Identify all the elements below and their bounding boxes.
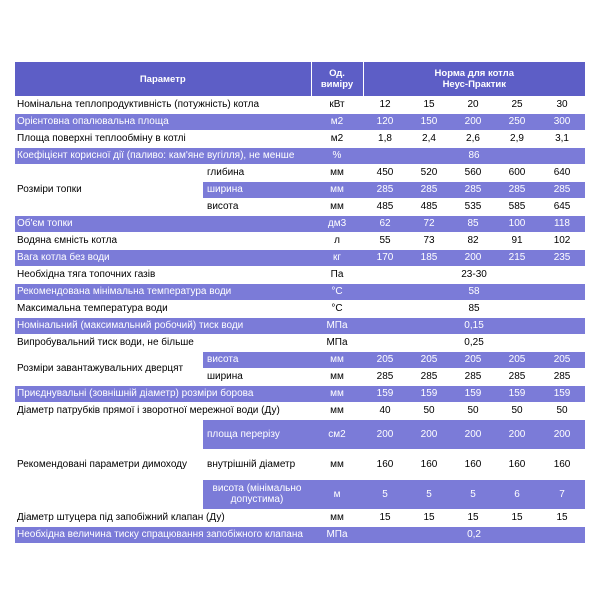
value-cell: 205 bbox=[407, 351, 451, 368]
value-cell: 645 bbox=[539, 198, 585, 215]
value-cell: 520 bbox=[407, 164, 451, 181]
row-sublabel: висота bbox=[203, 351, 311, 368]
value-cell: 15 bbox=[451, 509, 495, 526]
row-unit: Па bbox=[311, 266, 363, 283]
value-cell: 2,6 bbox=[451, 130, 495, 147]
row-water bbox=[15, 232, 585, 249]
value-cell: 250 bbox=[495, 113, 539, 130]
header-norm-line1: Норма для котла bbox=[434, 68, 515, 79]
value-cell: 2,4 bbox=[407, 130, 451, 147]
value-cell: 200 bbox=[407, 419, 451, 449]
value-cell: 285 bbox=[495, 181, 539, 198]
value-cell: 200 bbox=[451, 419, 495, 449]
value-cell: 205 bbox=[495, 351, 539, 368]
value-cell: 585 bbox=[495, 198, 539, 215]
row-unit: м2 bbox=[311, 113, 363, 130]
value-cell: 100 bbox=[495, 215, 539, 232]
value-cell: 285 bbox=[539, 181, 585, 198]
row-label: Об'єм топки bbox=[15, 215, 311, 232]
row-valve-pressure bbox=[15, 526, 585, 543]
row-unit: мм bbox=[311, 509, 363, 526]
row-unit: мм bbox=[311, 385, 363, 402]
row-door-height bbox=[15, 351, 585, 368]
row-unit: мм bbox=[311, 181, 363, 198]
row-flue bbox=[15, 385, 585, 402]
value-cell: 50 bbox=[539, 402, 585, 419]
row-label: Випробувальний тиск води, не більше bbox=[15, 334, 311, 351]
value-cell: 285 bbox=[451, 368, 495, 385]
header-norm-line2: Неус-Практик bbox=[442, 79, 506, 90]
value-cell: 300 bbox=[539, 113, 585, 130]
row-sublabel: ширина bbox=[203, 181, 311, 198]
value-cell: 15 bbox=[407, 509, 451, 526]
value-cell-merged: 85 bbox=[363, 300, 585, 317]
row-label: Розміри завантажувальних дверцят bbox=[15, 351, 203, 385]
row-surface bbox=[15, 130, 585, 147]
row-sublabel: внутрішній діаметр bbox=[203, 449, 311, 479]
row-unit: м2 bbox=[311, 130, 363, 147]
value-cell-merged: 0,2 bbox=[363, 526, 585, 543]
value-cell: 200 bbox=[495, 419, 539, 449]
value-cell: 50 bbox=[495, 402, 539, 419]
value-cell: 160 bbox=[451, 449, 495, 479]
value-cell: 170 bbox=[363, 249, 407, 266]
row-pressure bbox=[15, 317, 585, 334]
value-cell: 102 bbox=[539, 232, 585, 249]
row-furnace-depth bbox=[15, 164, 585, 181]
row-unit: °С bbox=[311, 283, 363, 300]
value-cell: 215 bbox=[495, 249, 539, 266]
value-cell: 12 bbox=[363, 96, 407, 113]
row-unit: см2 bbox=[311, 419, 363, 449]
row-label: Орієнтовна опалювальна площа bbox=[15, 113, 311, 130]
value-cell: 15 bbox=[495, 509, 539, 526]
value-cell: 200 bbox=[451, 113, 495, 130]
value-cell: 205 bbox=[451, 351, 495, 368]
value-cell: 200 bbox=[363, 419, 407, 449]
value-cell: 118 bbox=[539, 215, 585, 232]
row-label: Розміри топки bbox=[15, 164, 203, 215]
value-cell: 91 bbox=[495, 232, 539, 249]
value-cell: 3,1 bbox=[539, 130, 585, 147]
value-cell: 1,8 bbox=[363, 130, 407, 147]
row-label: Номінальна теплопродуктивність (потужність) котла bbox=[15, 96, 311, 113]
row-label: Приєднувальні (зовнішній діаметр) розміри борова bbox=[15, 385, 311, 402]
row-unit: мм bbox=[311, 351, 363, 368]
value-cell: 560 bbox=[451, 164, 495, 181]
value-cell: 159 bbox=[363, 385, 407, 402]
value-cell: 159 bbox=[451, 385, 495, 402]
value-cell: 535 bbox=[451, 198, 495, 215]
row-unit: кг bbox=[311, 249, 363, 266]
row-unit: мм bbox=[311, 402, 363, 419]
row-label: Площа поверхні теплообміну в котлі bbox=[15, 130, 311, 147]
value-cell: 5 bbox=[363, 479, 407, 509]
row-pipes bbox=[15, 402, 585, 419]
value-cell: 72 bbox=[407, 215, 451, 232]
value-cell: 200 bbox=[451, 249, 495, 266]
value-cell-merged: 86 bbox=[363, 147, 585, 164]
value-cell-merged: 58 bbox=[363, 283, 585, 300]
row-unit: мм bbox=[311, 164, 363, 181]
row-sublabel: глибина bbox=[203, 164, 311, 181]
row-max-temp bbox=[15, 300, 585, 317]
value-cell: 235 bbox=[539, 249, 585, 266]
value-cell: 73 bbox=[407, 232, 451, 249]
header-unit: Од. виміру bbox=[311, 62, 363, 96]
header-row bbox=[15, 62, 585, 96]
row-label: Вага котла без води bbox=[15, 249, 311, 266]
row-test-pressure bbox=[15, 334, 585, 351]
row-unit: мм bbox=[311, 368, 363, 385]
value-cell: 159 bbox=[407, 385, 451, 402]
value-cell: 55 bbox=[363, 232, 407, 249]
value-cell: 5 bbox=[407, 479, 451, 509]
value-cell: 120 bbox=[363, 113, 407, 130]
row-unit: л bbox=[311, 232, 363, 249]
row-min-temp bbox=[15, 283, 585, 300]
value-cell: 6 bbox=[495, 479, 539, 509]
row-draft bbox=[15, 266, 585, 283]
value-cell: 150 bbox=[407, 113, 451, 130]
row-weight bbox=[15, 249, 585, 266]
value-cell: 159 bbox=[495, 385, 539, 402]
row-label: Водяна ємність котла bbox=[15, 232, 311, 249]
value-cell: 50 bbox=[451, 402, 495, 419]
row-label: Діаметр патрубків прямої і зворотної мережної води (Ду) bbox=[15, 402, 311, 419]
value-cell: 200 bbox=[539, 419, 585, 449]
value-cell: 62 bbox=[363, 215, 407, 232]
row-label: Рекомендована мінімальна температура води bbox=[15, 283, 311, 300]
boiler-spec-table bbox=[15, 62, 585, 544]
value-cell: 285 bbox=[407, 368, 451, 385]
value-cell: 20 bbox=[451, 96, 495, 113]
value-cell: 82 bbox=[451, 232, 495, 249]
value-cell: 285 bbox=[495, 368, 539, 385]
row-volume bbox=[15, 215, 585, 232]
value-cell: 285 bbox=[363, 368, 407, 385]
row-unit: МПа bbox=[311, 526, 363, 543]
row-sublabel: висота bbox=[203, 198, 311, 215]
value-cell: 205 bbox=[363, 351, 407, 368]
row-label: Номінальний (максимальний робочий) тиск води bbox=[15, 317, 311, 334]
row-unit: дм3 bbox=[311, 215, 363, 232]
value-cell: 160 bbox=[495, 449, 539, 479]
value-cell-merged: 0,25 bbox=[363, 334, 585, 351]
value-cell: 600 bbox=[495, 164, 539, 181]
value-cell: 485 bbox=[407, 198, 451, 215]
row-sublabel: площа перерізу bbox=[203, 419, 311, 449]
row-unit: мм bbox=[311, 449, 363, 479]
row-unit: °С bbox=[311, 300, 363, 317]
row-power bbox=[15, 96, 585, 113]
row-label: Коефіцієнт корисної дії (паливо: кам'яне вугілля), не менше bbox=[15, 147, 311, 164]
value-cell: 15 bbox=[539, 509, 585, 526]
row-unit: м bbox=[311, 479, 363, 509]
row-sublabel: ширина bbox=[203, 368, 311, 385]
header-param: Параметр bbox=[15, 62, 311, 96]
value-cell: 15 bbox=[407, 96, 451, 113]
row-unit: кВт bbox=[311, 96, 363, 113]
value-cell: 205 bbox=[539, 351, 585, 368]
value-cell: 285 bbox=[407, 181, 451, 198]
row-unit: МПа bbox=[311, 317, 363, 334]
value-cell: 25 bbox=[495, 96, 539, 113]
value-cell: 15 bbox=[363, 509, 407, 526]
row-label: Максимальна температура води bbox=[15, 300, 311, 317]
row-unit: МПа bbox=[311, 334, 363, 351]
value-cell: 160 bbox=[539, 449, 585, 479]
value-cell-merged: 23-30 bbox=[363, 266, 585, 283]
row-label: Необхідна величина тиску спрацювання запобіжного клапана bbox=[15, 526, 311, 543]
value-cell: 5 bbox=[451, 479, 495, 509]
row-valve bbox=[15, 509, 585, 526]
row-sublabel: висота (мінімально допустима) bbox=[203, 479, 311, 509]
row-unit: % bbox=[311, 147, 363, 164]
row-label: Діаметр штуцера під запобіжний клапан (Ду) bbox=[15, 509, 311, 526]
value-cell: 30 bbox=[539, 96, 585, 113]
row-label: Необхідна тяга топочних газів bbox=[15, 266, 311, 283]
value-cell: 2,9 bbox=[495, 130, 539, 147]
row-area bbox=[15, 113, 585, 130]
row-unit: мм bbox=[311, 198, 363, 215]
value-cell: 485 bbox=[363, 198, 407, 215]
value-cell: 7 bbox=[539, 479, 585, 509]
value-cell: 640 bbox=[539, 164, 585, 181]
row-efficiency bbox=[15, 147, 585, 164]
value-cell: 40 bbox=[363, 402, 407, 419]
value-cell: 450 bbox=[363, 164, 407, 181]
value-cell: 50 bbox=[407, 402, 451, 419]
value-cell: 285 bbox=[451, 181, 495, 198]
row-chimney-section bbox=[15, 419, 585, 449]
value-cell: 159 bbox=[539, 385, 585, 402]
value-cell: 185 bbox=[407, 249, 451, 266]
row-label: Рекомендовані параметри димоходу bbox=[15, 419, 203, 509]
value-cell: 285 bbox=[363, 181, 407, 198]
value-cell: 160 bbox=[363, 449, 407, 479]
value-cell: 285 bbox=[539, 368, 585, 385]
value-cell: 160 bbox=[407, 449, 451, 479]
value-cell-merged: 0,15 bbox=[363, 317, 585, 334]
value-cell: 85 bbox=[451, 215, 495, 232]
header-norm bbox=[363, 62, 585, 96]
